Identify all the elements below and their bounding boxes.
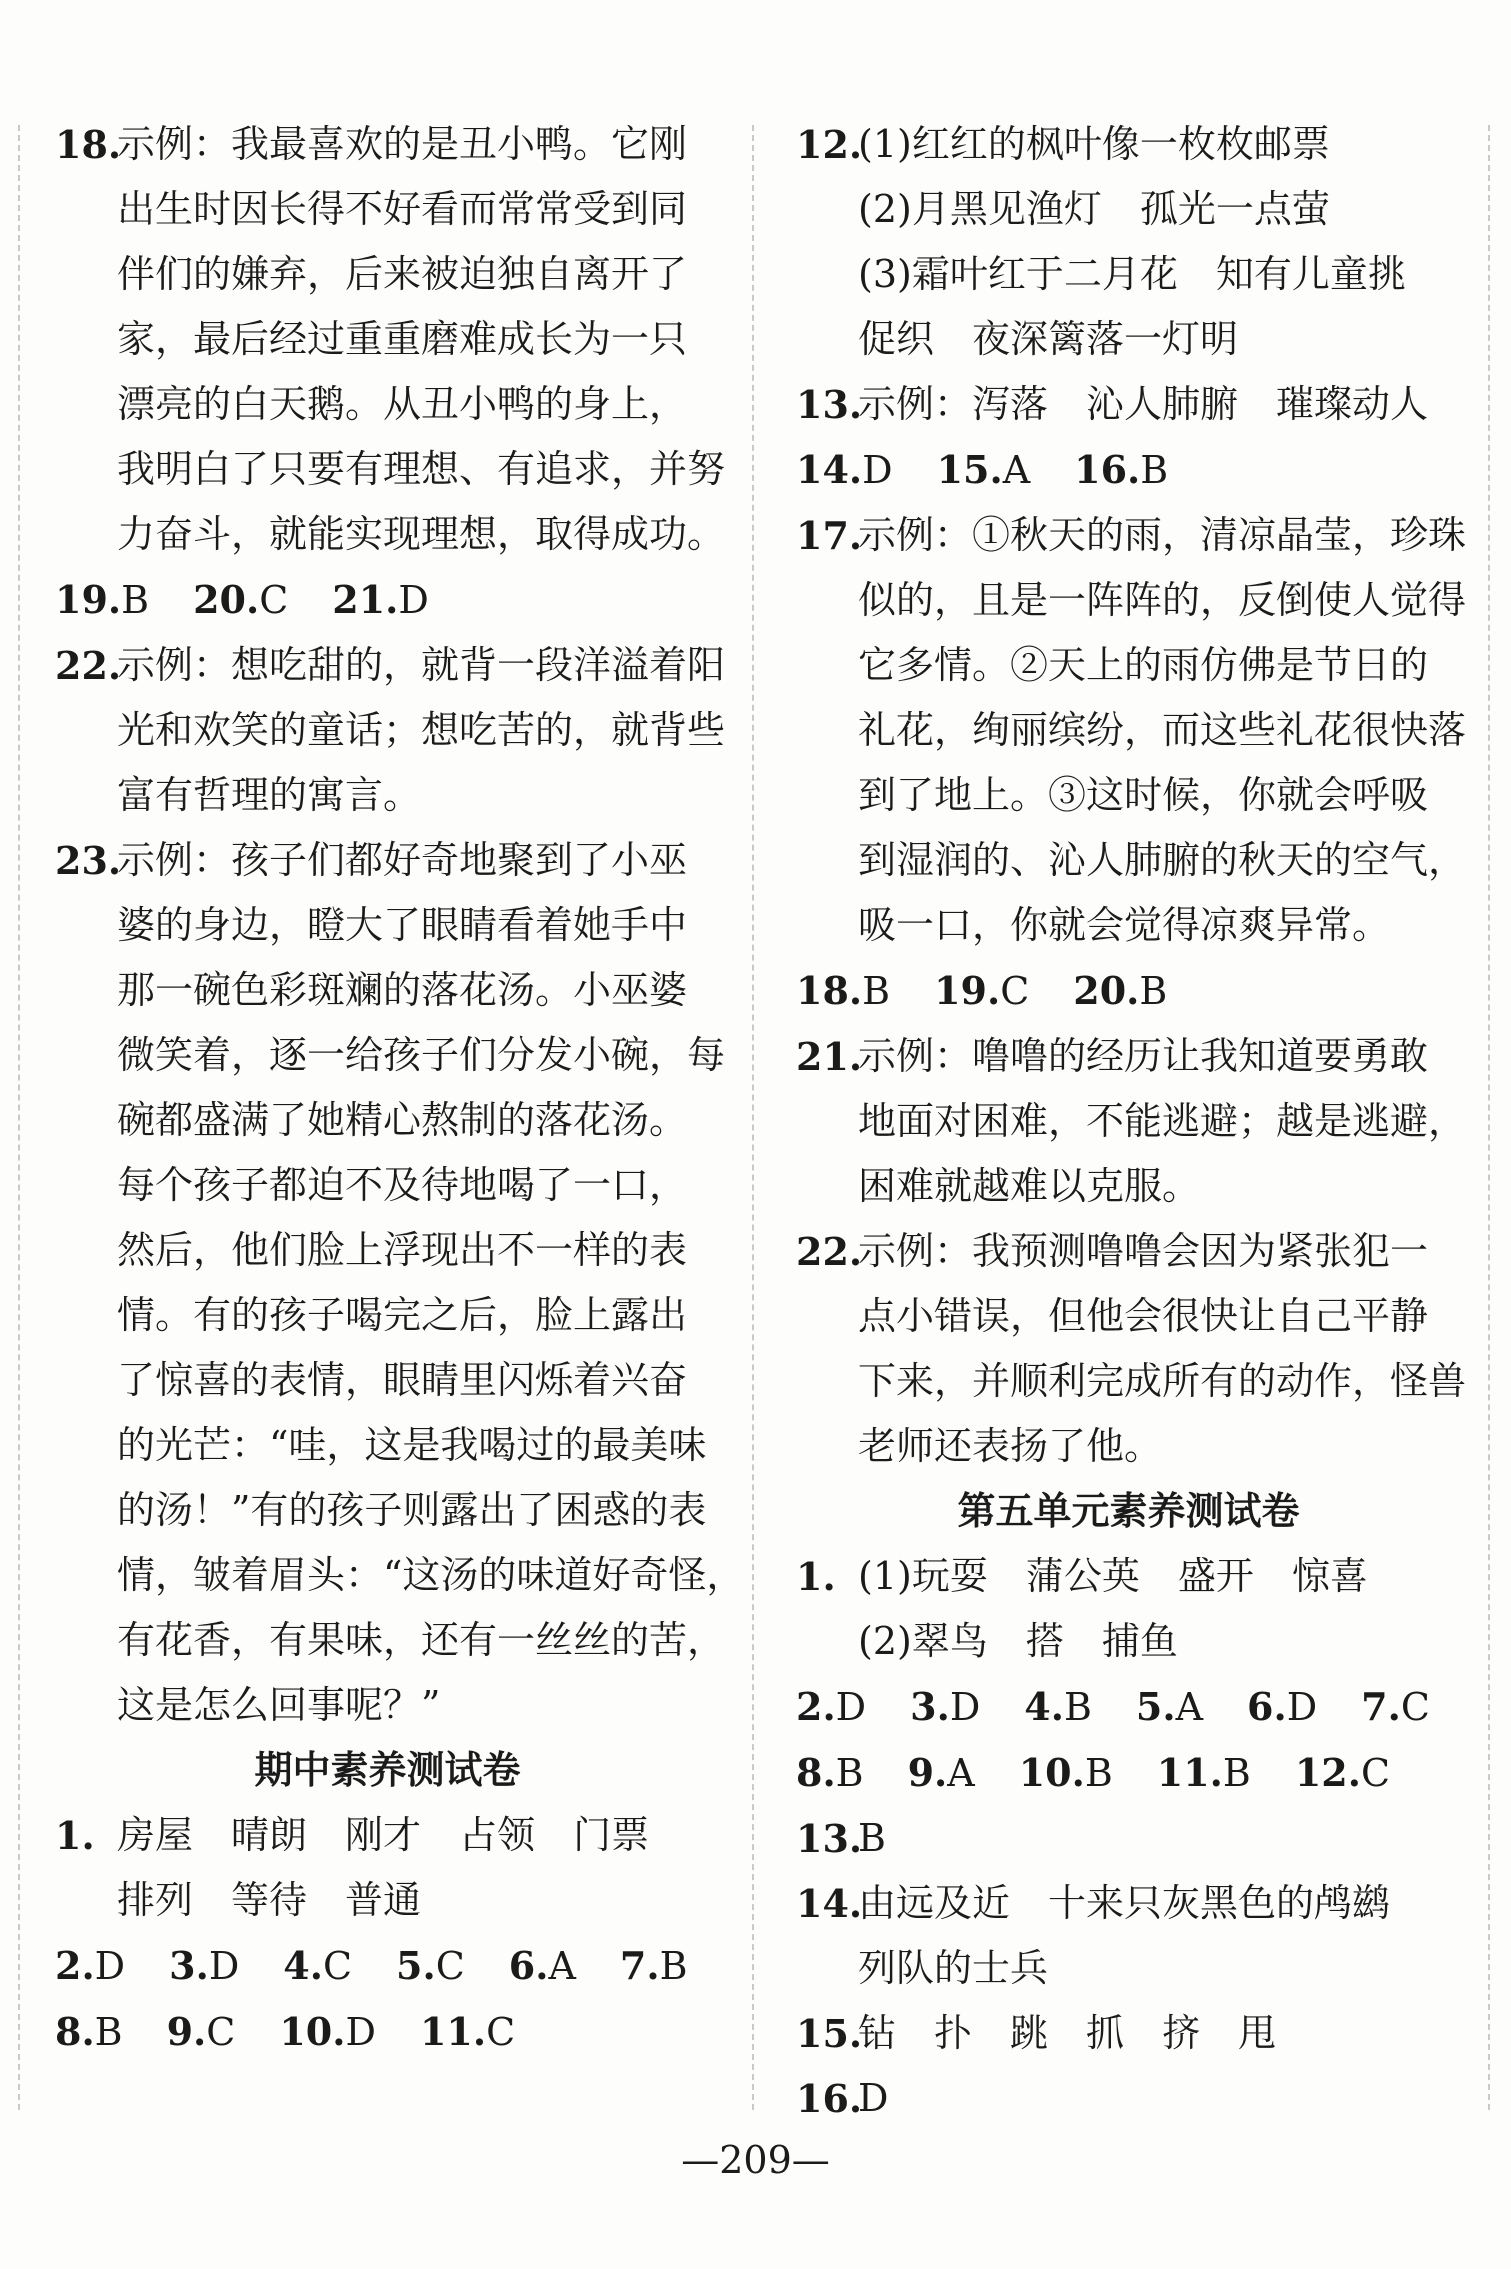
section-title-midterm: 期中素养测试卷 (254, 1748, 521, 1792)
question-number: 22. (796, 1229, 863, 1274)
answer-line: 情，皱着眉头：“这汤的味道好奇怪， (117, 1553, 745, 1597)
question-number: 16. (796, 2076, 863, 2121)
answer-18 (55, 112, 726, 567)
question-number: 22. (55, 643, 122, 688)
answer-line: 力奋斗，就能实现理想，取得成功。 (117, 512, 726, 556)
answer-12 (796, 112, 1461, 372)
midterm-answer-1 (55, 1803, 720, 1933)
answer-line: 了惊喜的表情，眼睛里闪烁着兴奋 (117, 1358, 688, 1402)
answer-line: 婆的身边，瞪大了眼睛看着她手中 (117, 903, 688, 947)
left-margin-rule (18, 125, 20, 2110)
question-number: 13. (796, 382, 863, 427)
answer-line: 示例：孩子们都好奇地聚到了小巫 (117, 838, 688, 882)
answers-14-16: 14.D 15.A 16.B (796, 447, 1169, 492)
answer-line: 点小错误，但他会很快让自己平静 (858, 1294, 1429, 1338)
right-margin-rule (1488, 125, 1490, 2110)
answer-line: 礼花，绚丽缤纷，而这些礼花很快落 (858, 708, 1467, 752)
answer-21 (796, 1024, 1467, 1219)
question-number: 18. (55, 122, 122, 167)
answer-line: 这是怎么回事呢？” (117, 1683, 441, 1727)
question-number: 1. (55, 1813, 95, 1858)
answer-line: 似的，且是一阵阵的，反倒使人觉得 (858, 578, 1467, 622)
answers-18-20: 18.B 19.C 20.B (796, 968, 1168, 1013)
unit5-answers-8-12: 8.B 9.A 10.B 11.B 12.C (796, 1750, 1391, 1795)
question-number: 14. (796, 1881, 863, 1926)
answer-line: 它多情。②天上的雨仿佛是节日的 (858, 643, 1429, 687)
answer-line: 的光芒：“哇，这是我喝过的最美味 (117, 1423, 707, 1467)
answer-line: 示例：噜噜的经历让我知道要勇敢 (858, 1034, 1429, 1078)
answer-line: (3)霜叶红于二月花 知有儿童挑 (858, 252, 1406, 296)
answer-line: 富有哲理的寓言。 (117, 773, 422, 817)
question-number: 19. (55, 577, 122, 622)
answer-line: 示例：我预测噜噜会因为紧张犯一 (858, 1229, 1429, 1273)
answer-line: (2)翠鸟 搭 捕鱼 (858, 1619, 1178, 1663)
answer-line: 示例：泻落 沁人肺腑 璀璨动人 (858, 382, 1429, 426)
question-number: 20. (193, 577, 260, 622)
answer-line: 排列 等待 普通 (117, 1878, 422, 1922)
answer-line: 每个孩子都迫不及待地喝了一口， (117, 1163, 688, 1207)
question-number: 21. (796, 1034, 863, 1079)
answer-choice: B (121, 578, 150, 622)
answer-line: 钻 扑 跳 抓 挤 甩 (858, 2011, 1277, 2055)
answer-22-right (796, 1219, 1467, 1479)
answer-22 (55, 633, 726, 828)
answer-line: 我明白了只要有理想、有追求，并努 (117, 447, 726, 491)
answer-line: 微笑着，逐一给孩子们分发小碗，每 (117, 1033, 726, 1077)
section-title-unit5: 第五单元素养测试卷 (957, 1489, 1300, 1533)
question-number: 21. (332, 577, 399, 622)
midterm-answers-8-11: 8.B 9.C 10.D 11.C (55, 2009, 516, 2054)
answer-choice: C (259, 578, 289, 622)
answer-line: 漂亮的白天鹅。从丑小鸭的身上， (117, 382, 688, 426)
page-number: —209— (681, 2138, 830, 2182)
answer-line: 下来，并顺利完成所有的动作，怪兽 (858, 1359, 1467, 1403)
answer-13 (796, 372, 1461, 437)
answer-line: (1)红红的枫叶像一枚枚邮票 (858, 122, 1330, 166)
unit5-answers-2-7: 2.D 3.D 4.B 5.A 6.D 7.C (796, 1684, 1430, 1729)
answers-19-21 (55, 567, 720, 633)
question-number: 1. (796, 1554, 836, 1599)
column-divider (752, 125, 754, 2110)
unit5-answer-1 (796, 1544, 1461, 1674)
unit5-answer-16 (796, 2066, 1461, 2131)
answer-line: 示例：想吃甜的，就背一段洋溢着阳 (117, 643, 726, 687)
answer-line: 然后，他们脸上浮现出不一样的表 (117, 1228, 688, 1272)
answer-line: 有花香，有果味，还有一丝丝的苦， (117, 1618, 726, 1662)
answer-line: 吸一口，你就会觉得凉爽异常。 (858, 903, 1391, 947)
answer-17 (796, 503, 1467, 958)
answer-23 (55, 828, 745, 1738)
answer-line: (2)月黑见渔灯 孤光一点萤 (858, 187, 1330, 231)
answer-choice: D (398, 578, 429, 622)
midterm-answers-2-7: 2.D 3.D 4.C 5.C 6.A 7.B (55, 1943, 688, 1988)
answer-line: 出生时因长得不好看而常常受到同 (117, 187, 688, 231)
answer-line: 困难就越难以克服。 (858, 1164, 1201, 1208)
answer-line: 列队的士兵 (858, 1946, 1049, 1990)
right-column (796, 112, 1467, 2131)
answer-line: 的汤！”有的孩子则露出了困惑的表 (117, 1488, 707, 1532)
answer-line: 光和欢笑的童话；想吃苦的，就背些 (117, 708, 726, 752)
left-column (55, 112, 745, 2065)
question-number: 12. (796, 122, 863, 167)
question-number: 13. (796, 1816, 863, 1861)
answer-line: 地面对困难，不能逃避；越是逃避， (858, 1099, 1467, 1143)
answer-line: 伴们的嫌弃，后来被迫独自离开了 (117, 252, 688, 296)
question-number: 15. (796, 2011, 863, 2056)
answer-line: 示例：①秋天的雨，清凉晶莹，珍珠 (858, 513, 1467, 557)
answer-line: 那一碗色彩斑斓的落花汤。小巫婆 (117, 968, 688, 1012)
unit5-answer-14 (796, 1871, 1461, 2001)
question-number: 23. (55, 838, 122, 883)
answer-line: 情。有的孩子喝完之后，脸上露出 (117, 1293, 688, 1337)
unit5-answer-15 (796, 2001, 1461, 2066)
answer-line: 由远及近 十来只灰黑色的鸬鹚 (858, 1881, 1391, 1925)
answer-line: D (858, 2076, 889, 2120)
unit5-answer-13 (796, 1806, 1461, 1871)
answer-line: 家，最后经过重重磨难成长为一只 (117, 317, 688, 361)
answer-line: 到湿润的、沁人肺腑的秋天的空气， (858, 838, 1467, 882)
answer-line: 老师还表扬了他。 (858, 1424, 1163, 1468)
answer-line: 房屋 晴朗 刚才 占领 门票 (117, 1813, 650, 1857)
question-number: 17. (796, 513, 863, 558)
answer-line: 到了地上。③这时候，你就会呼吸 (858, 773, 1429, 817)
answer-line: B (858, 1816, 886, 1860)
answer-line: 示例：我最喜欢的是丑小鸭。它刚 (117, 122, 688, 166)
answer-line: 促织 夜深篱落一灯明 (858, 317, 1239, 361)
answer-line: 碗都盛满了她精心熬制的落花汤。 (117, 1098, 688, 1142)
answer-line: (1)玩耍 蒲公英 盛开 惊喜 (858, 1554, 1368, 1598)
